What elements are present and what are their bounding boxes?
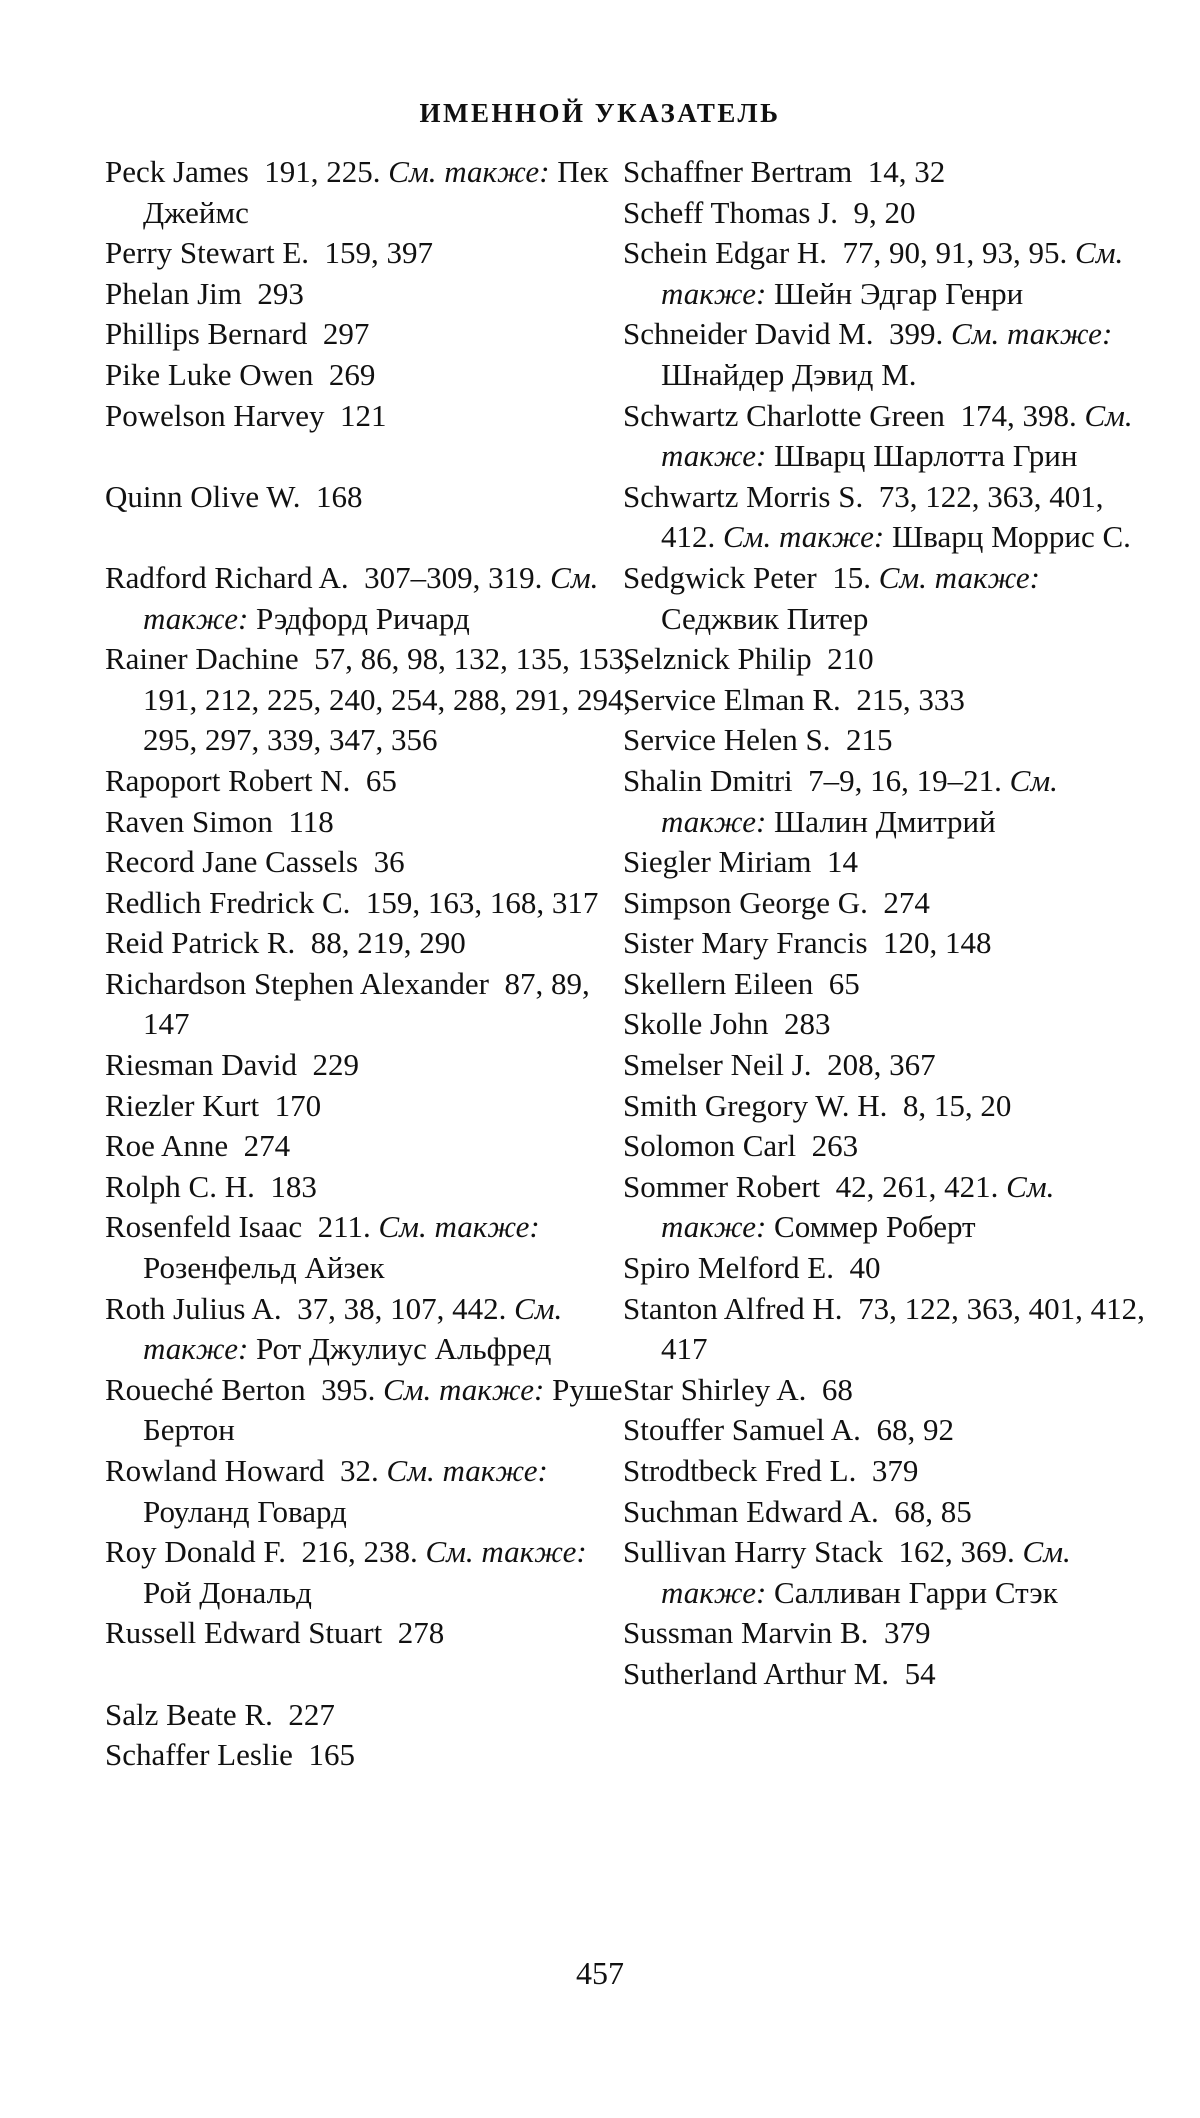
index-entry <box>623 1451 1153 1492</box>
entry-pages: 118 <box>288 803 334 839</box>
letter-group-gap <box>105 517 635 558</box>
see-also-target: Шварц Моррис С. <box>892 519 1131 555</box>
entry-name: Smith Gregory W. H. <box>623 1087 888 1123</box>
see-also-target: Шалин Дмитрий <box>774 803 996 839</box>
index-entry <box>105 639 635 761</box>
entry-name: Schwartz Charlotte Green <box>623 397 945 433</box>
index-entry <box>105 274 635 315</box>
see-also-target: Пек Джеймс <box>143 154 609 230</box>
entry-name: Pike Luke Owen <box>105 356 314 392</box>
entry-pages: 229 <box>312 1047 359 1083</box>
entry-pages: 399. <box>889 316 944 352</box>
index-entry <box>105 1451 635 1532</box>
entry-pages: 170 <box>274 1087 322 1123</box>
letter-group-gap <box>105 436 635 477</box>
entry-name: Spiro Melford E. <box>623 1250 834 1286</box>
entry-pages: 77, 90, 91, 93, 95. <box>842 235 1068 271</box>
entry-pages: 269 <box>328 356 376 392</box>
entry-name: Redlich Fredrick C. <box>105 884 351 920</box>
entry-name: Rolph C. H. <box>105 1168 255 1204</box>
letter-group-gap <box>105 1654 635 1695</box>
entry-name: Perry Stewart E. <box>105 235 310 271</box>
index-entry <box>105 558 635 639</box>
see-also-label: См. также: <box>425 1534 587 1570</box>
see-also-target: Розенфельд Айзек <box>143 1250 385 1286</box>
entry-name: Solomon Carl <box>623 1128 797 1164</box>
entry-name: Sullivan Harry Stack <box>623 1534 884 1570</box>
entry-pages: 165 <box>308 1737 355 1773</box>
entry-name: Sutherland Arthur M. <box>623 1655 890 1691</box>
entry-name: Sussman Marvin B. <box>623 1615 869 1651</box>
entry-name: Schaffer Leslie <box>105 1737 293 1773</box>
entry-name: Skolle John <box>623 1006 769 1042</box>
index-entry <box>105 1532 635 1613</box>
entry-name: Phillips Bernard <box>105 316 308 352</box>
entry-name: Powelson Harvey <box>105 397 325 433</box>
index-entry <box>623 1613 1153 1654</box>
entry-pages: 227 <box>288 1696 335 1732</box>
entry-name: Sedgwick Peter <box>623 559 817 595</box>
index-entry <box>105 1695 635 1736</box>
entry-name: Riezler Kurt <box>105 1087 260 1123</box>
entry-pages: 191, 225. <box>264 154 381 189</box>
entry-name: Schwartz Morris S. <box>623 478 864 514</box>
see-also-target: Шварц Шарлотта Грин <box>774 438 1078 474</box>
index-entry <box>105 152 635 233</box>
entry-pages: 293 <box>257 275 304 311</box>
entry-name: Rapoport Robert N. <box>105 762 351 798</box>
see-also-target: Шейн Эдгар Генри <box>774 275 1024 311</box>
index-entry <box>105 842 635 883</box>
entry-pages: 162, 369. <box>898 1534 1015 1570</box>
entry-pages: 36 <box>373 844 405 880</box>
index-entry <box>623 477 1153 558</box>
see-also-target: Роуланд Говард <box>143 1493 347 1529</box>
entry-pages: 68 <box>821 1371 853 1407</box>
index-entry <box>623 883 1153 924</box>
entry-pages: 379 <box>871 1453 919 1488</box>
index-entry <box>105 314 635 355</box>
entry-pages: 278 <box>397 1615 445 1651</box>
see-also-label: См. также: <box>661 1168 1055 1245</box>
index-entry <box>623 1248 1153 1289</box>
entry-pages: 211. <box>317 1209 371 1245</box>
entry-name: Stanton Alfred H. <box>623 1290 843 1326</box>
entry-name: Salz Beate R. <box>105 1696 273 1732</box>
index-entry <box>623 1492 1153 1533</box>
entry-pages: 42, 261, 421. <box>835 1168 999 1204</box>
entry-name: Rosenfeld Isaac <box>105 1209 303 1245</box>
entry-pages: 88, 219, 290 <box>310 925 466 961</box>
index-entry <box>623 1086 1153 1127</box>
index-entry <box>623 314 1153 395</box>
entry-name: Radford Richard A. <box>105 559 349 595</box>
entry-pages: 395. <box>321 1371 376 1407</box>
running-head: ИМЕННОЙ УКАЗАТЕЛЬ <box>419 98 781 128</box>
entry-pages: 54 <box>904 1655 936 1691</box>
index-entry <box>105 802 635 843</box>
see-also-target: Салливан Гарри Стэк <box>774 1574 1058 1610</box>
index-entry <box>105 355 635 396</box>
see-also-target: Седжвик Питер <box>661 600 869 636</box>
see-also-target: Рэдфорд Ричард <box>256 600 470 636</box>
entry-name: Roe Anne <box>105 1128 229 1164</box>
entry-pages: 121 <box>340 397 387 433</box>
index-entry <box>623 152 1153 193</box>
entry-pages: 65 <box>365 762 397 798</box>
entry-pages: 40 <box>849 1250 881 1286</box>
entry-name: Suchman Edward A. <box>623 1493 879 1529</box>
entry-pages: 215 <box>845 722 893 758</box>
index-entry <box>105 964 635 1045</box>
see-also-label: См. также: <box>661 235 1124 311</box>
entry-name: Riesman David <box>105 1047 297 1083</box>
entry-pages: 14 <box>827 844 859 880</box>
entry-pages: 263 <box>811 1128 859 1164</box>
entry-name: Roth Julius A. <box>105 1290 282 1326</box>
entry-name: Peck James <box>105 154 249 189</box>
entry-pages: 14, 32 <box>867 154 946 189</box>
index-entry <box>105 761 635 802</box>
entry-name: Roueché Berton <box>105 1371 306 1407</box>
see-also-label: См. также: <box>378 1209 540 1245</box>
entry-pages: 274 <box>243 1128 291 1164</box>
index-entry <box>623 964 1153 1005</box>
index-entry <box>105 396 635 437</box>
entry-pages: 297 <box>322 316 370 352</box>
index-entry <box>623 680 1153 721</box>
entry-name: Strodtbeck Fred L. <box>623 1453 857 1488</box>
entry-name: Quinn Olive W. <box>105 478 301 514</box>
entry-name: Schein Edgar H. <box>623 235 828 271</box>
index-entry <box>623 1289 1153 1370</box>
index-entry <box>623 842 1153 883</box>
index-entry <box>105 1126 635 1167</box>
index-entry <box>105 1289 635 1370</box>
entry-name: Service Elman R. <box>623 681 841 717</box>
page-number: 457 <box>576 1955 624 1991</box>
entry-pages: 73, 122, 363, 401, 412. <box>661 478 1104 555</box>
entry-pages: 73, 122, 363, 401, 412, 417 <box>661 1290 1145 1367</box>
see-also-label: См. также: <box>388 154 550 189</box>
see-also-label: См. также: <box>383 1371 545 1407</box>
entry-pages: 159, 397 <box>324 235 434 271</box>
see-also-target: Рой Дональд <box>143 1574 312 1610</box>
entry-name: Shalin Dmitri <box>623 762 793 798</box>
entry-name: Richardson Stephen Alexander <box>105 965 489 1001</box>
entry-pages: 65 <box>828 965 860 1001</box>
entry-name: Reid Patrick R. <box>105 925 296 961</box>
see-also-label: См. также: <box>661 762 1058 839</box>
entry-pages: 283 <box>784 1006 831 1042</box>
entry-name: Raven Simon <box>105 803 273 839</box>
see-also-target: Руше Бертон <box>143 1371 623 1448</box>
entry-name: Sister Mary Francis <box>623 925 868 961</box>
index-entry <box>623 1045 1153 1086</box>
index-entry <box>623 396 1153 477</box>
entry-name: Smelser Neil J. <box>623 1047 812 1083</box>
index-entry <box>105 1045 635 1086</box>
see-also-label: См. также: <box>661 1534 1071 1610</box>
index-entry <box>623 1004 1153 1045</box>
index-entry <box>105 1370 635 1451</box>
entry-pages: 8, 15, 20 <box>902 1087 1012 1123</box>
index-entry <box>623 1370 1153 1411</box>
entry-pages: 15. <box>832 559 871 595</box>
entry-pages: 307–309, 319. <box>364 559 543 595</box>
entry-pages: 210 <box>827 641 874 677</box>
entry-pages: 9, 20 <box>853 194 916 230</box>
see-also-target: Рот Джулиус Альфред <box>256 1331 552 1367</box>
entry-pages: 216, 238. <box>301 1534 418 1570</box>
entry-name: Star Shirley A. <box>623 1371 807 1407</box>
entry-pages: 379 <box>883 1615 931 1651</box>
entry-name: Schneider David M. <box>623 316 874 352</box>
entry-pages: 68, 92 <box>876 1412 954 1448</box>
index-entry <box>105 1086 635 1127</box>
entry-name: Roy Donald F. <box>105 1534 286 1570</box>
index-entry <box>623 720 1153 761</box>
index-entry <box>623 1532 1153 1613</box>
index-entry <box>105 1167 635 1208</box>
entry-name: Stouffer Samuel A. <box>623 1412 861 1448</box>
index-entry <box>623 1654 1153 1695</box>
index-entry <box>623 639 1153 680</box>
index-entry <box>105 1207 635 1288</box>
see-also-label: См. также: <box>723 519 885 555</box>
see-also-label: См. также: <box>878 559 1040 595</box>
entry-name: Record Jane Cassels <box>105 844 359 880</box>
index-entry <box>105 923 635 964</box>
entry-name: Skellern Eileen <box>623 965 814 1001</box>
entry-pages: 274 <box>883 884 930 920</box>
entry-pages: 120, 148 <box>883 925 992 961</box>
entry-name: Simpson George G. <box>623 884 868 920</box>
entry-pages: 7–9, 16, 19–21. <box>808 762 1002 798</box>
entry-name: Scheff Thomas J. <box>623 194 838 230</box>
index-entry <box>105 477 635 518</box>
index-entry <box>623 1410 1153 1451</box>
index-entry <box>623 923 1153 964</box>
index-entry <box>105 1735 635 1776</box>
entry-pages: 68, 85 <box>894 1493 972 1529</box>
index-entry <box>623 193 1153 234</box>
see-also-label: См. также: <box>143 1290 563 1367</box>
entry-pages: 174, 398. <box>960 397 1077 433</box>
index-column-right <box>623 152 1153 1695</box>
see-also-target: Соммер Роберт <box>774 1209 976 1245</box>
index-entry <box>623 761 1153 842</box>
entry-name: Phelan Jim <box>105 275 242 311</box>
index-entry <box>105 233 635 274</box>
entry-pages: 57, 86, 98, 132, 135, 153, 191, 212, 225, 240, 254, 288, 291, 294, 295, 297, 339, 347, 356 <box>143 641 632 758</box>
entry-name: Rainer Dachine <box>105 641 299 677</box>
see-also-label: См. также: <box>386 1453 548 1488</box>
entry-pages: 87, 89, 147 <box>143 965 590 1042</box>
entry-name: Selznick Philip <box>623 641 812 677</box>
entry-pages: 215, 333 <box>856 681 965 717</box>
entry-name: Siegler Miriam <box>623 844 812 880</box>
see-also-label: См. также: <box>143 559 599 636</box>
see-also-target: Шнайдер Дэвид М. <box>661 356 917 392</box>
see-also-label: См. также: <box>661 397 1133 474</box>
see-also-label: См. также: <box>951 316 1113 352</box>
entry-name: Service Helen S. <box>623 722 831 758</box>
entry-pages: 183 <box>270 1168 317 1204</box>
entry-name: Russell Edward Stuart <box>105 1615 383 1651</box>
entry-pages: 168 <box>315 478 363 514</box>
entry-name: Rowland Howard <box>105 1453 325 1488</box>
index-entry <box>623 1126 1153 1167</box>
entry-pages: 37, 38, 107, 442. <box>297 1290 507 1326</box>
entry-pages: 208, 367 <box>827 1047 936 1083</box>
index-entry <box>623 233 1153 314</box>
entry-name: Schaffner Bertram <box>623 154 853 189</box>
index-entry <box>623 1167 1153 1248</box>
index-entry <box>105 883 635 924</box>
index-entry <box>105 1613 635 1654</box>
index-column-left <box>105 152 635 1776</box>
entry-name: Sommer Robert <box>623 1168 821 1204</box>
entry-pages: 32. <box>340 1453 379 1488</box>
index-entry <box>623 558 1153 639</box>
entry-pages: 159, 163, 168, 317 <box>365 884 599 920</box>
